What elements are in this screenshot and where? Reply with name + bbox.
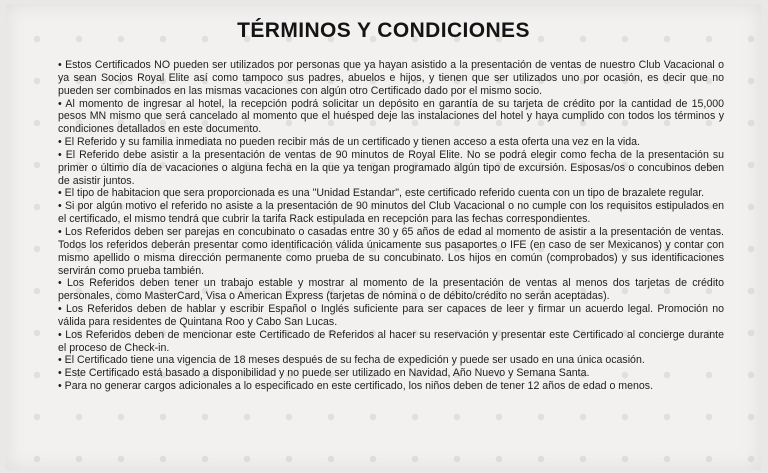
document-title: TÉRMINOS Y CONDICIONES (237, 19, 530, 42)
term-item (58, 380, 724, 393)
term-text: Estos Certificados NO pueden ser utilizados por personas que ya hayan asistido a la presentación de ventas de nuestro Club Vacacional o ya sean Socios Royal Elite así como tampoco sus padres, abuelos e hijos, y tienen que ser utilizados uno por ocasión, es decir que no pueden ser combinados en las mismas vacaciones con algún otro Certificado dado por el mismo socio. (58, 59, 724, 97)
term-item (58, 277, 724, 303)
term-text: El Certificado tiene una vigencia de 18 meses después de su fecha de expedición y puede ser usado en una única ocasión. (64, 354, 645, 367)
bullet-icon: • (58, 354, 62, 367)
term-item (58, 226, 724, 277)
bullet-icon: • (58, 97, 62, 110)
bullet-icon: • (58, 303, 62, 316)
term-item (58, 354, 724, 367)
term-text: Si por algún motivo el referido no asiste a la presentación de 90 minutos del Club Vacacional o no cumple con los requisitos estipulados en el certificado, el mismo tendrá que cubrir la tarifa Rack estipulada en recepción para las fechas correspondientes. (58, 200, 724, 226)
term-text: Al momento de ingresar al hotel, la recepción podrá solicitar un depósito en garantía de su tarjeta de crédito por la cantidad de 15,000 pesos MN mismo que será cancelado al momento que el huésped deje las instalaciones del hotel y haya cumplido con todos los términos y condiciones detallados en este documento. (58, 97, 724, 136)
term-item (58, 136, 724, 149)
bullet-icon: • (58, 380, 62, 393)
term-item (58, 367, 724, 380)
term-item (58, 187, 724, 200)
term-text: Los Referidos deben de hablar y escribir Español o Inglés suficiente para ser capaces de leer y firmar un acuerdo legal. Promoción no válida para residentes de Quintana Roo y Cabo San Lucas. (58, 303, 724, 328)
term-text: Para no generar cargos adicionales a lo especificado en este certificado, los niños deben de tener 12 años de edad o menos. (64, 380, 654, 393)
bullet-icon: • (58, 187, 62, 200)
terms-list (58, 59, 724, 393)
term-text: Los Referidos deben de mencionar este Certificado de Referidos al hacer su reservación y presentar este Certificado al concierge durante el proceso de Check-in. (58, 328, 724, 354)
term-text: Los Referidos deben ser parejas en concubinato o casadas entre 30 y 65 años de edad al momento de asistir a la presentación de ventas. Todos los referidos deberán presentar como identificación válida únicamente sus pasaportes o IFE (en caso de ser Mexicanos) y contar con mismo apellido o misma dirección permanente como prueba de su concubinato. Los hijos en común (comprobados) y sus identificaciones servirán como prueba también. (58, 225, 724, 277)
bullet-icon: • (58, 148, 62, 161)
term-text: Los Referidos deben tener un trabajo estable y mostrar al momento de la presentación de ventas al menos dos tarjetas de crédito personales, como MasterCard, Visa o American Express (tarjetas de nómina o de débito/crédito no serán aceptadas). (58, 277, 725, 303)
term-item (58, 59, 724, 98)
term-item (58, 149, 724, 188)
bullet-icon: • (58, 367, 62, 380)
term-text: El Referido debe asistir a la presentación de ventas de 90 minutos de Royal Elite. No se podrá elegir como fecha de la presentación su primer o último día de vacaciones o alguna fecha en la que ya tengan programado algún tipo de excursión. Esposas/os o concubinos deben de asistir juntos. (58, 148, 725, 187)
bullet-icon: • (58, 328, 62, 341)
term-text: El Referido y su familia inmediata no pueden recibir más de un certificado y tienen acceso a esta oferta una vez en la vida. (64, 136, 640, 149)
bullet-icon: • (58, 200, 62, 213)
bullet-icon: • (58, 277, 62, 290)
term-text: El tipo de habitacion que sera proporcionada es una "Unidad Estandar", este certificado referido cuenta con un tipo de brazalete regular. (64, 187, 705, 200)
term-item (58, 329, 724, 355)
bullet-icon: • (58, 136, 62, 149)
bullet-icon: • (58, 59, 62, 71)
bullet-icon: • (58, 225, 62, 238)
term-item (58, 200, 724, 226)
term-text: Este Certificado está basado a disponibilidad y no puede ser utilizado en Navidad, Año Nuevo y Semana Santa. (64, 367, 590, 380)
certificate-card (6, 4, 761, 470)
term-item (58, 98, 724, 137)
term-item (58, 303, 724, 329)
